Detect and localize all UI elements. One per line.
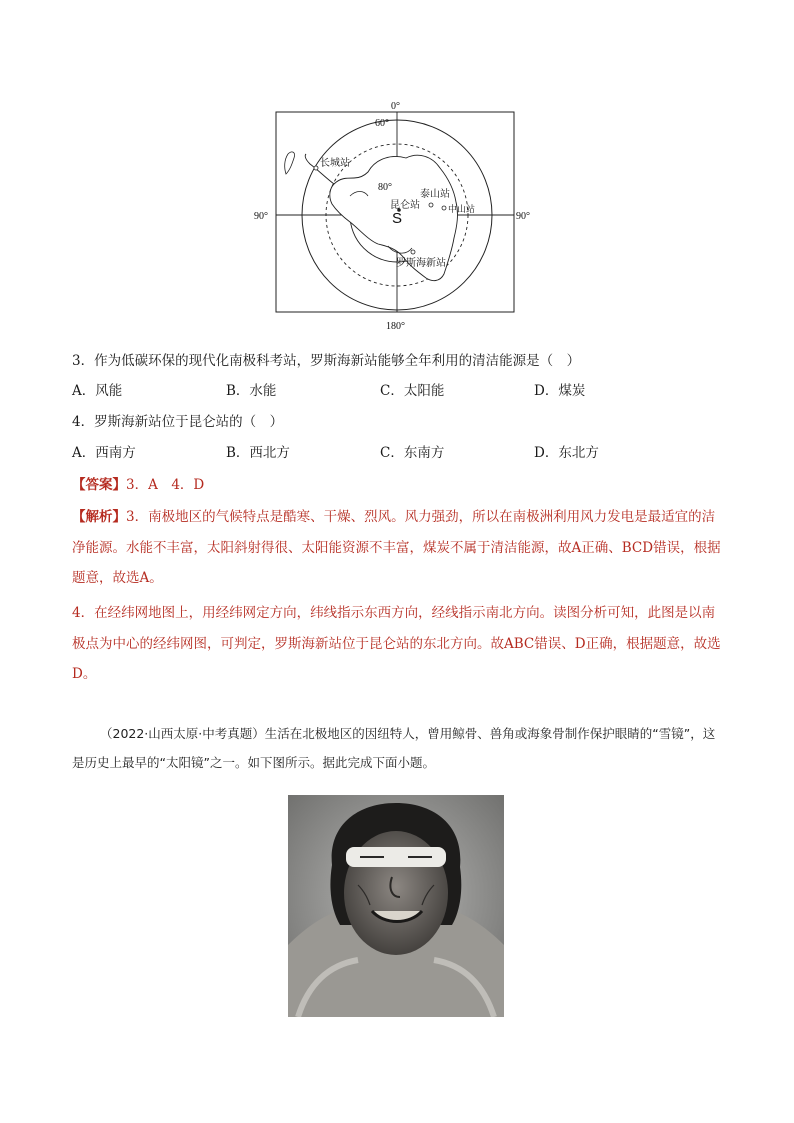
q4-option-b: B．西北方 bbox=[226, 445, 290, 461]
map-svg bbox=[250, 98, 546, 334]
analysis-paragraph-2: 4．在经纬网地图上，用经纬网定方向，纬线指示东西方向，经线指示南北方向。读图分析可知，此图是以南极点为中心的经纬网图，可判定，罗斯海新站位于昆仑站的东北方向。故ABC错误、D正确，根据题意，故选D。 bbox=[72, 605, 721, 682]
q3-option-b: B．水能 bbox=[226, 383, 277, 399]
q4-option-c: C．东南方 bbox=[380, 445, 445, 461]
changcheng-station-marker bbox=[314, 166, 318, 170]
antarctica-map bbox=[250, 98, 546, 334]
zhongshan-station-marker bbox=[442, 206, 446, 210]
inuit-snow-goggles-photo bbox=[288, 795, 504, 1017]
label-60: 60° bbox=[375, 118, 389, 129]
q3-option-d: D．煤炭 bbox=[534, 383, 586, 399]
label-180: 180° bbox=[386, 321, 405, 332]
q4-option-a: A．西南方 bbox=[72, 445, 136, 461]
analysis-p1-text: 3．南极地区的气候特点是酷寒、干燥、烈风。风力强劲，所以在南极洲利用风力发电是最适宜的洁净能源。水能不丰富，太阳斜射得很、太阳能资源不丰富，煤炭不属于清洁能源，故A正确、BCD错误，根据题意，故选A。 bbox=[72, 509, 721, 586]
q4-option-d: D．东北方 bbox=[534, 445, 599, 461]
section-intro: （2022·山西太原·中考真题）生活在北极地区的因纽特人，曾用鲸骨、兽角或海象骨制作保护眼睛的“雪镜”，这是历史上最早的“太阳镜”之一。如下图所示。据此完成下面小题。 bbox=[72, 726, 716, 770]
answer-text: 3．A 4．D bbox=[126, 477, 205, 493]
question-4-stem: 4．罗斯海新站位于昆仑站的（ ） bbox=[72, 414, 284, 430]
south-pole-label: S bbox=[392, 210, 403, 227]
changcheng-label: 长城站 bbox=[320, 158, 350, 169]
kunlun-label: 昆仑站 bbox=[390, 200, 420, 211]
q3-option-c: C．太阳能 bbox=[380, 383, 445, 399]
q3-option-a: A．风能 bbox=[72, 383, 123, 399]
answer-line bbox=[72, 475, 204, 495]
label-90-left: 90° bbox=[254, 211, 268, 222]
label-0: 0° bbox=[391, 101, 400, 112]
analysis-paragraph-1 bbox=[72, 502, 724, 594]
label-90-right: 90° bbox=[516, 211, 530, 222]
taishan-label: 泰山站 bbox=[420, 189, 450, 200]
taishan-station-marker bbox=[429, 203, 433, 207]
question-3-stem: 3．作为低碳环保的现代化南极科考站，罗斯海新站能够全年利用的清洁能源是（ ） bbox=[72, 353, 581, 369]
photo-svg bbox=[288, 795, 504, 1017]
label-80: 80° bbox=[378, 182, 392, 193]
luosihai-label: 罗斯海新站 bbox=[396, 258, 446, 269]
zhongshan-label: 中山站 bbox=[448, 205, 476, 215]
luosihai-station-marker bbox=[411, 250, 415, 254]
answer-tag: 【答案】 bbox=[72, 477, 126, 493]
analysis-tag: 【解析】 bbox=[72, 509, 126, 525]
